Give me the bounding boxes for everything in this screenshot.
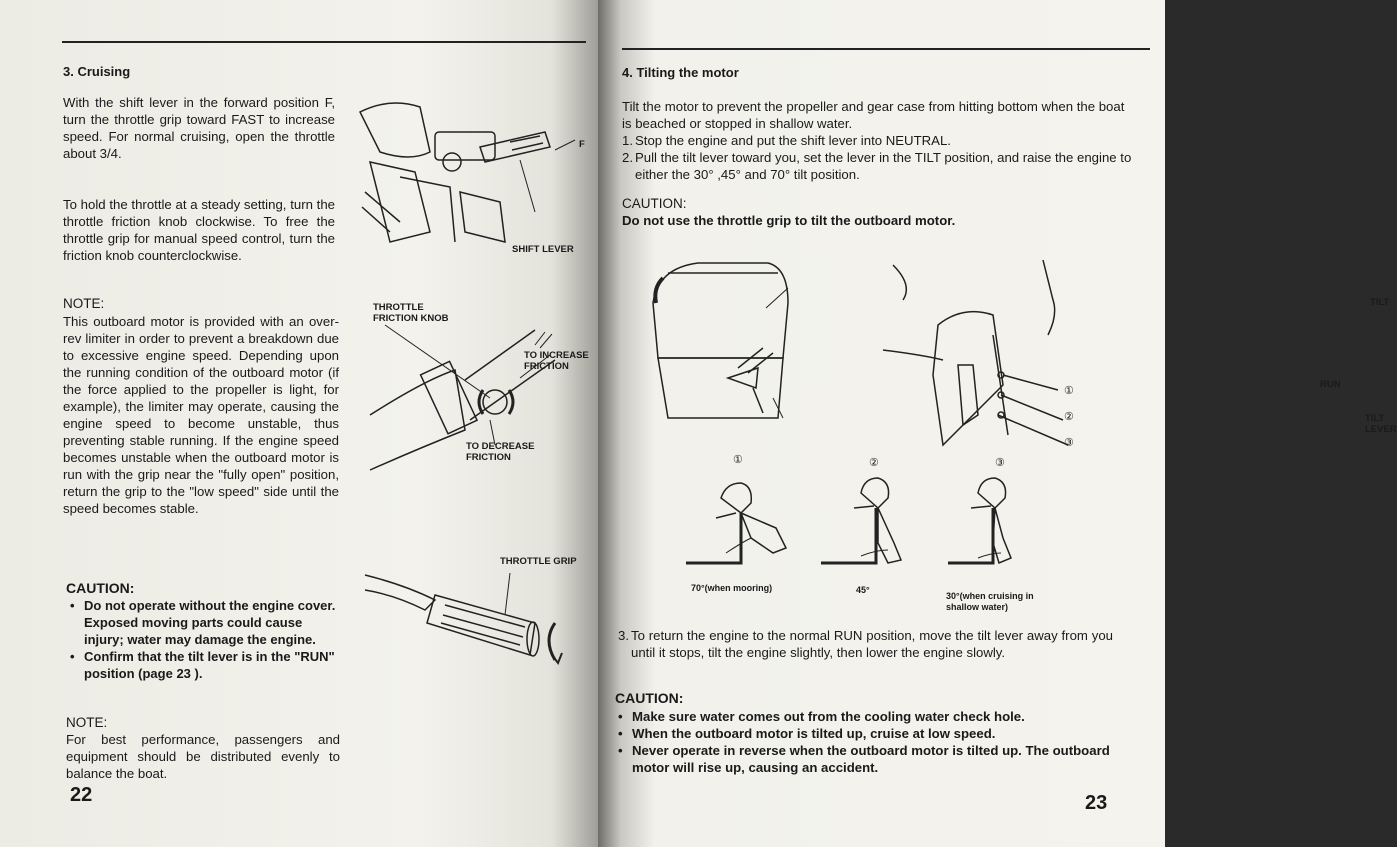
- section-title-tilting: 4. Tilting the motor: [622, 65, 739, 80]
- tilt-angle-30-icon: [943, 468, 1063, 578]
- tilt-pin-illustration: [883, 255, 1088, 450]
- label-decrease-friction: TO DECREASE FRICTION: [466, 441, 535, 463]
- left-page: [0, 0, 600, 847]
- caution2-heading: CAUTION:: [615, 690, 684, 706]
- caution-item: • Confirm that the tilt lever is in the "RUN" position (page 23 ).: [68, 648, 340, 682]
- right-page: [598, 0, 1397, 847]
- angle-45-label: 45°: [856, 585, 870, 595]
- tilt-lever-illustration: [638, 248, 848, 443]
- tilt-angle-70-icon: [681, 468, 801, 578]
- label-increase-friction: TO INCREASE FRICTION: [524, 350, 589, 372]
- page-number: 23: [1085, 792, 1108, 814]
- label-f: F: [579, 139, 585, 150]
- circled-1: ①: [733, 454, 743, 466]
- circled-1: ①: [1064, 385, 1074, 397]
- caution1-text: Do not use the throttle grip to tilt the outboard motor.: [622, 213, 956, 228]
- caution2-list: [616, 708, 1121, 776]
- note2-heading: NOTE:: [66, 715, 108, 730]
- note-text: This outboard motor is provided with an over-rev limiter in order to prevent a breakdown due to excessive engine speed. Depending upon the running condition of the outboard motor (if the force applied to the propeller is light, for example), the limiter may operate, causing the engine speed to become unstable, thus preventing stable running. If the engine speed becomes unstable when the outboard motor is run with the grip near the "fully open" position, return the grip to the "low speed" side until the speed becomes stable.: [63, 314, 339, 516]
- caution-item: • When the outboard motor is tilted up, cruise at low speed.: [616, 725, 1121, 742]
- cruising-paragraph: With the shift lever in the forward position F, turn the throttle grip toward FAST to increase speed. For normal cruising, open the throttle about 3/4.: [63, 95, 335, 161]
- caution1-heading: CAUTION:: [622, 196, 687, 211]
- circled-3: ③: [995, 457, 1005, 469]
- tilting-steps: [622, 132, 1132, 183]
- label-tilt-lever: TILT LEVER: [1365, 413, 1397, 435]
- note-heading: NOTE:: [63, 296, 105, 311]
- angle-70-label: 70°(when mooring): [691, 583, 773, 593]
- caution-item: • Do not operate without the engine cover. Exposed moving parts could cause injury; water may damage the engine.: [68, 597, 340, 648]
- caution-item: • Never operate in reverse when the outboard motor is tilted up. The outboard motor will rise up, causing an accident.: [616, 742, 1121, 776]
- circled-3: ③: [1064, 437, 1074, 449]
- step-item: 3. To return the engine to the normal RUN position, move the tilt lever away from you until it stops, tilt the engine slightly, then lower the engine slowly.: [618, 628, 1113, 660]
- friction-paragraph: To hold the throttle at a steady setting, turn the throttle friction knob clockwise. To free the throttle grip for manual speed control, turn the friction knob counterclockwise.: [63, 197, 335, 263]
- caution-heading: CAUTION:: [66, 580, 135, 596]
- angle-30-label: 30°(when cruising in shallow water): [946, 591, 1034, 612]
- label-run: RUN: [1320, 379, 1341, 390]
- label-tilt: TILT: [1370, 297, 1390, 308]
- return-step: [618, 627, 1113, 661]
- label-shift-lever: SHIFT LEVER: [512, 244, 574, 255]
- label-friction-knob: THROTTLE FRICTION KNOB: [373, 302, 449, 324]
- tilt-angle-45-icon: [816, 468, 936, 578]
- caution-item: • Make sure water comes out from the cooling water check hole.: [616, 708, 1121, 725]
- throttle-grip-illustration: [365, 565, 590, 680]
- top-rule: [62, 41, 586, 43]
- label-throttle-grip: THROTTLE GRIP: [500, 556, 577, 567]
- circled-2: ②: [869, 457, 879, 469]
- tilting-intro: Tilt the motor to prevent the propeller and gear case from hitting bottom when the boat is beached or stopped in shallow water.: [622, 99, 1125, 131]
- circled-2: ②: [1064, 411, 1074, 423]
- note2-text: For best performance, passengers and equipment should be distributed evenly to balance the boat.: [66, 732, 340, 781]
- section-title-cruising: 3. Cruising: [63, 64, 131, 79]
- step-item: 2. Pull the tilt lever toward you, set the lever in the TILT position, and raise the engine to either the 30° ,45° and 70° tilt position.: [622, 150, 1132, 182]
- caution-list: [68, 597, 340, 682]
- friction-knob-illustration: [365, 320, 595, 490]
- step-item: 1. Stop the engine and put the shift lever into NEUTRAL.: [622, 133, 951, 148]
- top-rule: [622, 48, 1150, 50]
- shift-lever-illustration: [360, 92, 590, 252]
- page-number: 22: [70, 784, 93, 806]
